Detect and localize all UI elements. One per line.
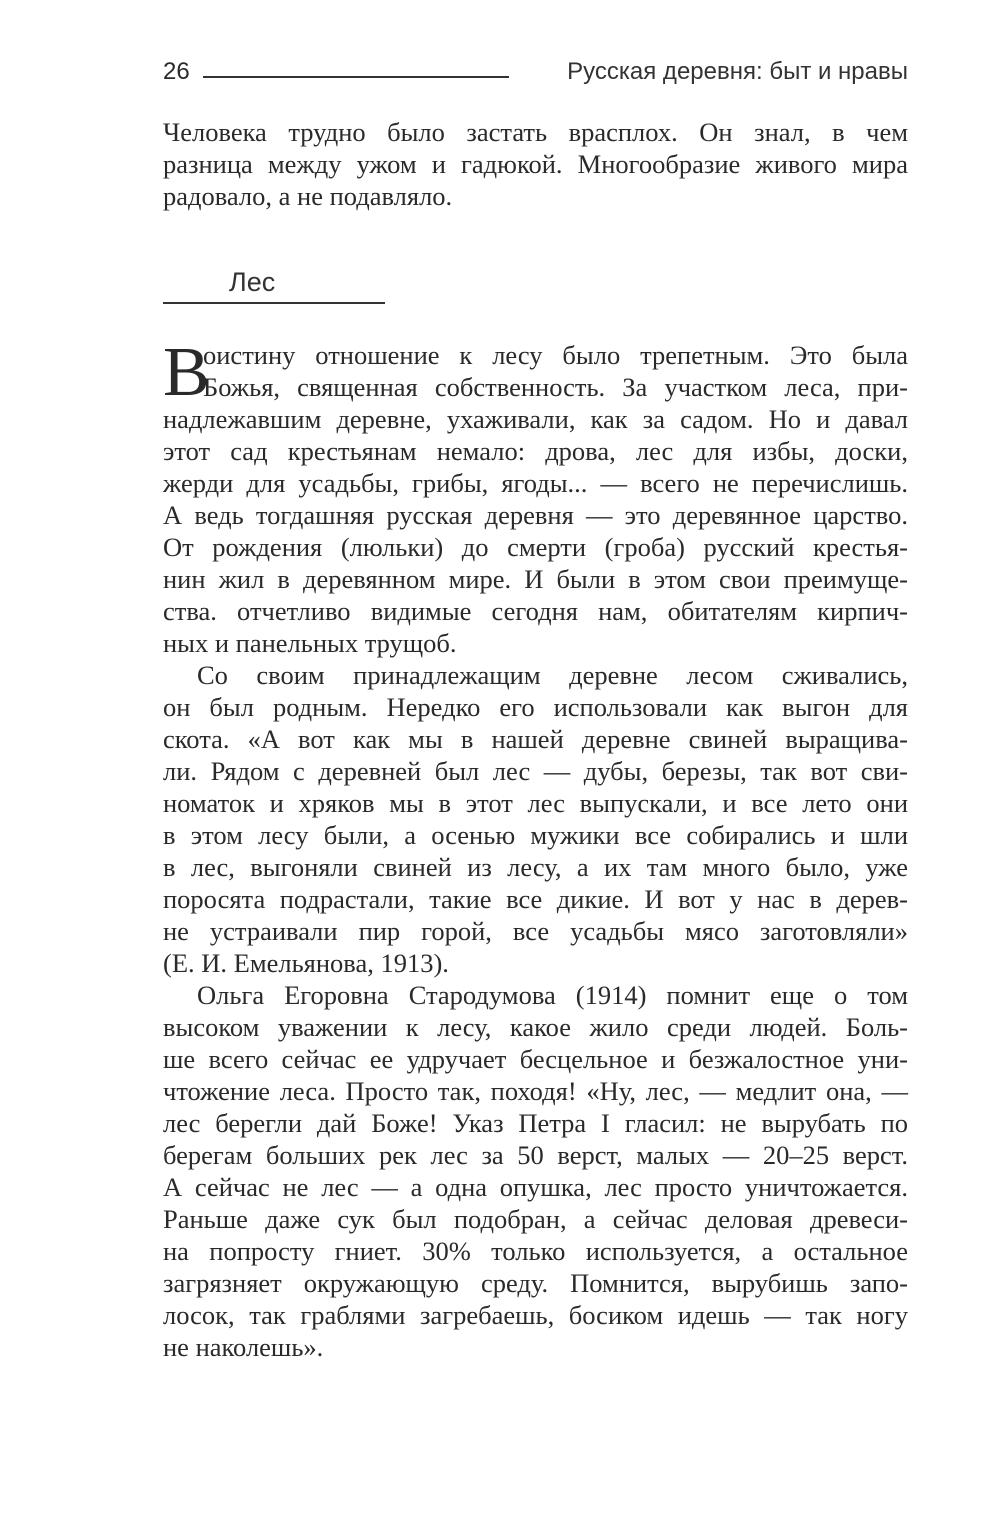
header-rule [203,76,509,78]
text-line: Божья, священная собственность. За участком леса, при- [203,372,908,402]
text-line: Человека трудно было застать врасплох. Он знал, в чем [163,117,908,147]
text-line: ных и панельных трущоб. [163,628,457,658]
paragraph-3 [163,979,908,1363]
section-heading-rule [163,302,385,304]
text-line: оистину отношение к лесу было трепетным. Это была [203,340,908,370]
text-line: в этом лесу были, а осенью мужики все собирались и шли [163,820,908,850]
text-line: берегам больших рек лес за 50 верст, малых — 20–25 верст. [163,1140,908,1170]
text-line: номаток и хряков мы в этот лес выпускали, и все лето они [163,788,908,818]
text-line: надлежавшим деревне, ухаживали, как за садом. Но и давал [163,404,908,434]
text-line: ства. отчетливо видимые сегодня нам, обитателям кирпич- [163,596,908,626]
text-line: радовало, а не подавляло. [163,181,453,211]
running-title: Русская деревня: быт и нравы [567,58,908,85]
text-line: А ведь тогдашняя русская деревня — это деревянное царство. [163,500,908,530]
section-heading: Лес [229,267,276,297]
running-header [163,52,908,92]
text-line: он был родным. Нередко его использовали как выгон для [163,692,908,722]
text-line: на попросту гниет. 30% только используется, а остальное [163,1236,908,1266]
text-line: поросята подрастали, такие все дикие. И вот у нас в дерев- [163,884,908,914]
text-line: разница между ужом и гадюкой. Многообразие живого мира [163,149,908,179]
text-line: лес берегли дай Боже! Указ Петра I гласил: не вырубать по [163,1108,908,1138]
text-line: в лес, выгоняли свиней из лесу, а их там много было, уже [163,852,908,882]
text-line: высоком уважении к лесу, какое жило среди людей. Боль- [163,1012,908,1042]
text-line: ли. Рядом с деревней был лес — дубы, березы, так вот сви- [163,756,908,786]
text-line: А сейчас не лес — а одна опушка, лес просто уничтожается. [163,1172,908,1202]
text-line: (Е. И. Емельянова, 1913). [163,948,449,978]
text-line: загрязняет окружающую среду. Помнится, вырубишь запо- [163,1268,908,1298]
text-line: Со своим принадлежащим деревне лесом сживались, [197,660,908,690]
text-line: От рождения (люльки) до смерти (гроба) русский крестья- [163,532,908,562]
text-line: нин жил в деревянном мире. И были в этом свои преимуще- [163,564,908,594]
text-line: лосок, так граблями загребаешь, босиком идешь — так ногу [163,1300,908,1330]
text-line: не устраивали пир горой, все усадьбы мясо заготовляли» [163,916,908,946]
intro-paragraph [163,116,908,212]
text-line: Раньше даже сук был подобран, а сейчас деловая древеси- [163,1204,908,1234]
text-line: скота. «А вот как мы в нашей деревне свиней выращива- [163,724,908,754]
paragraph-1 [163,334,908,659]
text-line: Ольга Егоровна Стародумова (1914) помнит еще о том [197,980,908,1010]
page-number: 26 [163,58,190,85]
text-line: жерди для усадьбы, грибы, ягоды... — всего не перечислишь. [163,468,908,498]
text-line: ше всего сейчас ее удручает бесцельное и безжалостное уни- [163,1044,908,1074]
text-line: чтожение леса. Просто так, походя! «Ну, лес, — медлит она, — [163,1076,908,1106]
drop-cap: В [163,334,210,411]
paragraph-2 [163,659,908,979]
text-line: не наколешь». [163,1332,324,1362]
body-text [163,334,908,1363]
text-line: этот сад крестьянам немало: дрова, лес для избы, доски, [163,436,908,466]
